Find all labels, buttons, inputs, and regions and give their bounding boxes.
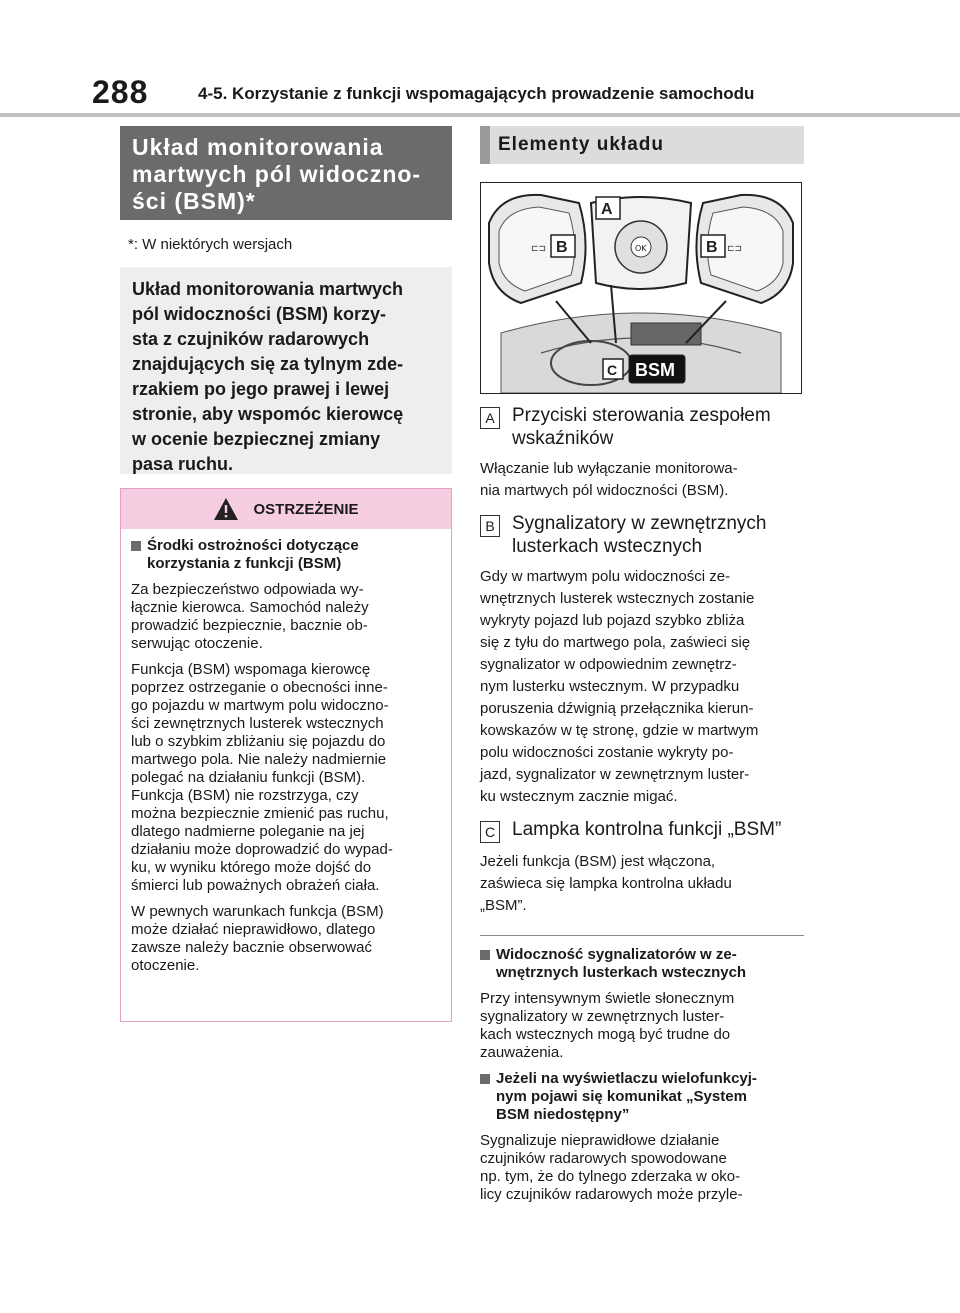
desc-line: kowskazów w tę stronę, gdzie w martwym <box>480 722 759 739</box>
para-line: lub o szybkim zbliżaniu się pojazdu do <box>131 733 386 750</box>
title-line: Przyciski sterowania zespołem <box>512 405 771 426</box>
square-bullet-icon <box>131 541 141 551</box>
para-line: dlatego nadmierne poleganie na jej <box>131 823 365 840</box>
bullet-line: Środki ostrożności dotyczące <box>147 537 359 554</box>
intro-line: rzakiem po jego prawej i lewej <box>132 379 390 399</box>
heading-line: martwych pól widoczno- <box>132 161 422 187</box>
para-line: Funkcja (BSM) nie rozstrzyga, czy <box>131 787 359 804</box>
note-bullet-text <box>496 946 746 982</box>
warning-box <box>120 488 452 1022</box>
bullet-line: Jeżeli na wyświetlaczu wielofunkcyj- <box>496 1070 757 1087</box>
desc-line: Jeżeli funkcja (BSM) jest włączona, <box>480 853 716 870</box>
para-line: śmierci lub poważnych obrażeń ciała. <box>131 877 380 894</box>
label-b-right: B <box>706 239 718 256</box>
warning-triangle-icon <box>213 497 239 521</box>
bsm-indicator-text: BSM <box>635 360 675 380</box>
para-line: poprzez ostrzeganie o obecności inne- <box>131 679 388 696</box>
heading-line: ści (BSM)* <box>132 188 256 214</box>
item-description <box>480 566 804 808</box>
note-text <box>480 1132 804 1204</box>
para-line: Funkcja (BSM) wspomaga kierowcę <box>131 661 371 678</box>
title-line: lusterkach wstecznych <box>512 536 703 557</box>
ok-button-label: OK <box>635 244 647 253</box>
item-description <box>480 458 804 502</box>
para-line: W pewnych warunkach funkcja (BSM) <box>131 903 384 920</box>
desc-line: poruszenia dźwignią przełącznika kierun- <box>480 700 754 717</box>
page-header <box>0 0 960 118</box>
para-line: serwując otoczenie. <box>131 635 263 652</box>
header-rule <box>0 113 960 117</box>
letter-box-a: A <box>480 407 500 429</box>
intro-line: znajdujących się za tylnym zde- <box>132 354 404 374</box>
intro-box <box>120 267 452 474</box>
warning-header <box>121 489 451 529</box>
note-visibility <box>480 946 804 1062</box>
bullet-line: wnętrznych lusterkach wstecznych <box>496 964 747 981</box>
section-heading-bsm <box>120 126 452 220</box>
note-text <box>480 990 804 1062</box>
item-a <box>480 404 804 502</box>
intro-line: w ocenie bezpiecznej zmiany <box>132 429 381 449</box>
para-line: może działać nieprawidłowo, dlatego <box>131 921 376 938</box>
para-line: ku, w wyniku którego może dojść do <box>131 859 372 876</box>
desc-line: wnętrznych lusterek wstecznych zostanie <box>480 590 755 607</box>
desc-line: Włączanie lub wyłączanie monitorowa- <box>480 460 738 477</box>
title-line: wskaźników <box>512 428 614 449</box>
letter-box-b: B <box>480 515 500 537</box>
text-line: Przy intensywnym świetle słonecznym <box>480 990 735 1007</box>
desc-line: nym lusterku wstecznym. W przypadku <box>480 678 740 695</box>
text-line: czujników radarowych spowodowane <box>480 1150 727 1167</box>
desc-line: Gdy w martwym polu widoczności ze- <box>480 568 731 585</box>
item-description <box>480 851 804 917</box>
para-line: otoczenie. <box>131 957 200 974</box>
right-column <box>480 126 804 1204</box>
para-line: martwego pola. Nie należy nadmiernie <box>131 751 387 768</box>
section-divider <box>480 935 804 936</box>
para-line: ści zewnętrznych lusterek wstecznych <box>131 715 384 732</box>
item-c <box>480 818 804 917</box>
dashboard-illustration <box>481 183 801 393</box>
warning-paragraph <box>131 903 443 975</box>
para-line: go pojazdu w martwym polu widoczno- <box>131 697 389 714</box>
square-bullet-icon <box>480 950 490 960</box>
warning-paragraph <box>131 661 443 895</box>
para-line: polegać na działaniu funkcji (BSM). <box>131 769 366 786</box>
running-title: 4-5. Korzystanie z funkcji wspomagających prowadzenie samochodu <box>198 84 755 103</box>
label-a: A <box>601 201 613 218</box>
label-c: C <box>607 362 618 378</box>
warning-bullet-text <box>147 537 359 573</box>
text-line: licy czujników radarowych może przyle- <box>480 1186 743 1203</box>
bsm-mirror-icon: ⊏⊐ <box>531 244 547 254</box>
desc-line: wykryty pojazd lub pojazd szybko zbliża <box>480 612 745 629</box>
intro-line: sta z czujników radarowych <box>132 329 370 349</box>
intro-line: Układ monitorowania martwych <box>132 279 404 299</box>
desc-line: jazd, sygnalizator w zewnętrznym luster- <box>480 766 750 783</box>
item-title-text <box>512 404 771 450</box>
item-b <box>480 512 804 808</box>
bullet-line: korzystania z funkcji (BSM) <box>147 555 342 572</box>
item-title <box>480 512 804 558</box>
letter-box-c: C <box>480 821 500 843</box>
item-title-text <box>512 818 781 841</box>
note-unavailable <box>480 1070 804 1204</box>
warning-body <box>121 529 451 975</box>
warning-title: OSTRZEŻENIE <box>253 500 359 518</box>
text-line: kach wstecznych mogą być trudne do <box>480 1026 731 1043</box>
note-bullet <box>480 946 804 982</box>
desc-line: nia martwych pól widoczności (BSM). <box>480 482 729 499</box>
desc-line: „BSM”. <box>480 897 527 914</box>
title-line: Sygnalizatory w zewnętrznych <box>512 513 767 534</box>
footnote: *: W niektórych wersjach <box>128 236 293 253</box>
bullet-line: Widoczność sygnalizatorów w ze- <box>496 946 737 963</box>
para-line: można bezpiecznie zmienić pas ruchu, <box>131 805 389 822</box>
text-line: sygnalizatory w zewnętrznych luster- <box>480 1008 725 1025</box>
para-line: działaniu może doprowadzić do wypad- <box>131 841 393 858</box>
para-line: zawsze należy bacznie obserwować <box>131 939 372 956</box>
title-line: Lampka kontrolna funkcji „BSM” <box>512 819 782 840</box>
heading-line: Układ monitorowania <box>132 134 384 160</box>
desc-line: się z tyłu do martwego pola, zaświeci się <box>480 634 751 651</box>
intro-line: pól widoczności (BSM) korzy- <box>132 304 387 324</box>
para-line: Za bezpieczeństwo odpowiada wy- <box>131 581 364 598</box>
item-title <box>480 404 804 450</box>
page-number: 288 <box>92 74 149 110</box>
bsm-mirror-icon: ⊏⊐ <box>727 244 743 254</box>
desc-line: ku wstecznym zacznie migać. <box>480 788 678 805</box>
para-line: łącznie kierowca. Samochód należy <box>131 599 369 616</box>
para-line: prowadzić bezpiecznie, bacznie ob- <box>131 617 368 634</box>
bullet-line: nym pojawi się komunikat „System <box>496 1088 747 1105</box>
item-title <box>480 818 804 843</box>
warning-bullet <box>131 537 443 573</box>
warning-paragraph <box>131 581 443 653</box>
bullet-line: BSM niedostępny” <box>496 1106 630 1123</box>
item-title-text <box>512 512 767 558</box>
note-bullet <box>480 1070 804 1124</box>
intro-line: stronie, aby wspomóc kierowcę <box>132 404 404 424</box>
intro-line: pasa ruchu. <box>132 454 234 474</box>
left-column <box>120 126 452 1022</box>
section-heading-elements: Elementy układu <box>480 126 804 164</box>
desc-line: sygnalizator w odpowiednim zewnętrz- <box>480 656 737 673</box>
desc-line: zaświeca się lampka kontrolna układu <box>480 875 732 892</box>
desc-line: polu widoczności zostanie wykryty po- <box>480 744 734 761</box>
text-line: zauważenia. <box>480 1044 564 1061</box>
text-line: Sygnalizuje nieprawidłowe działanie <box>480 1132 720 1149</box>
label-b-left: B <box>556 239 568 256</box>
note-bullet-text <box>496 1070 757 1124</box>
system-figure <box>480 182 802 394</box>
text-line: np. tym, że do tylnego zderzaka w oko- <box>480 1168 741 1185</box>
square-bullet-icon <box>480 1074 490 1084</box>
